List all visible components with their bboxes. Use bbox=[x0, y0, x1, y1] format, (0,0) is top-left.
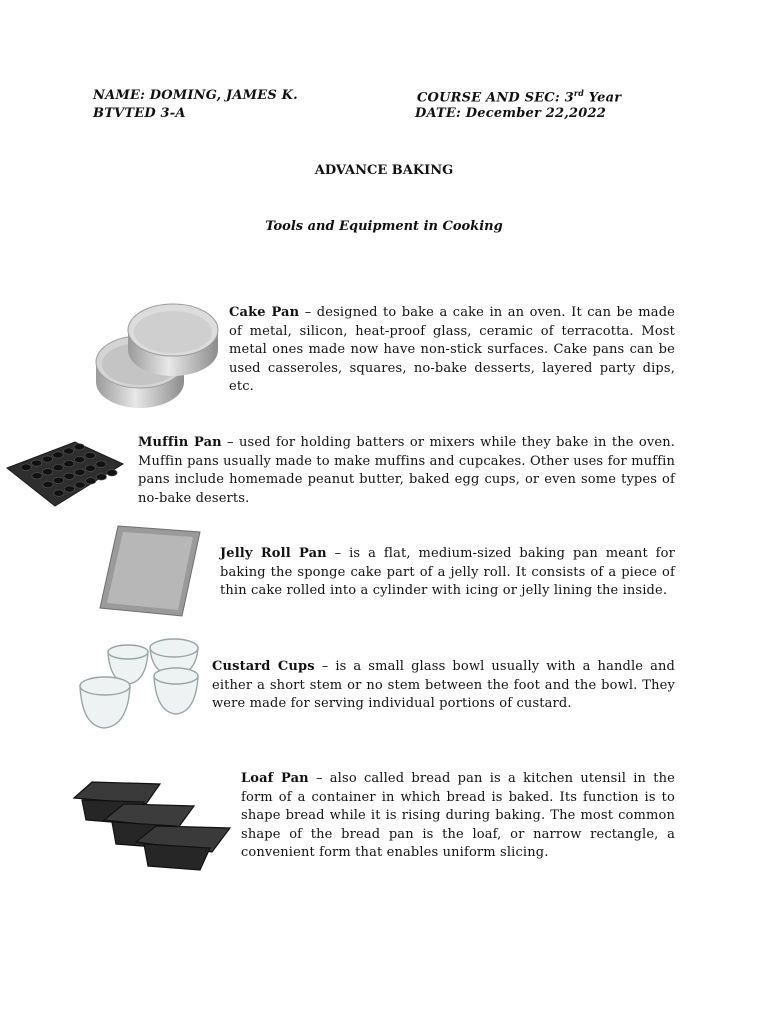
item-description: – used for holding batters or mixers while they bake in the oven. Muffin pans usually made to make muffins and cupcakes. Other uses for muffin pans include homemade peanut butter, baked egg cups, or even some types of no-bake deserts. bbox=[138, 435, 675, 506]
item-title: Cake Pan bbox=[229, 305, 300, 320]
item-description: – also called bread pan is a kitchen utensil in the form of a container in which bread is baked. Its function is to shape bread while it is rising during baking. The most common shape of the bread pan is the loaf, or narrow rectangle, a convenient form that enables uniform slicing. bbox=[241, 771, 675, 861]
item-title: Muffin Pan bbox=[138, 435, 222, 450]
item-title: Custard Cups bbox=[212, 659, 315, 674]
item-jelly-roll-pan bbox=[220, 545, 675, 601]
item-loaf-pan bbox=[241, 770, 675, 863]
item-description: – designed to bake a cake in an oven. It can be made of metal, silicon, heat-proof glass, ceramic of terracotta. Most metal ones made now have non-stick surfaces. Cake pans can be used casseroles, squares, no-bake desserts, layered party dips, etc. bbox=[229, 305, 676, 395]
course-and-section bbox=[417, 88, 621, 105]
muffin-pan-icon bbox=[5, 440, 125, 508]
page-title: ADVANCE BAKING bbox=[314, 163, 454, 178]
item-title: Loaf Pan bbox=[241, 771, 309, 786]
section-label: BTVTED 3-A bbox=[93, 106, 186, 121]
course-label: COURSE AND SEC: 3 bbox=[417, 90, 574, 106]
course-year: Year bbox=[584, 90, 622, 106]
item-muffin-pan bbox=[138, 434, 675, 508]
page-subtitle: Tools and Equipment in Cooking bbox=[265, 219, 503, 234]
course-superscript: rd bbox=[573, 88, 585, 98]
item-description: – is a small glass bowl usually with a handle and either a short stem or no stem between the foot and the bowl. They were made for serving individual portions of custard. bbox=[212, 659, 675, 712]
item-custard-cups bbox=[212, 658, 675, 714]
cake-pan-icon bbox=[90, 300, 222, 415]
loaf-pan-icon bbox=[72, 776, 232, 872]
item-cake-pan bbox=[229, 304, 675, 397]
item-description: – is a flat, medium-sized baking pan meant for baking the sponge cake part of a jelly roll. It consists of a piece of thin cake rolled into a cylinder with icing or jelly lining the inside. bbox=[220, 546, 675, 599]
jelly-roll-pan-icon bbox=[98, 522, 202, 618]
student-name: NAME: DOMING, JAMES K. bbox=[93, 88, 298, 103]
date-label: DATE: December 22,2022 bbox=[415, 106, 606, 121]
item-title: Jelly Roll Pan bbox=[220, 546, 327, 561]
custard-cups-icon bbox=[76, 634, 204, 734]
